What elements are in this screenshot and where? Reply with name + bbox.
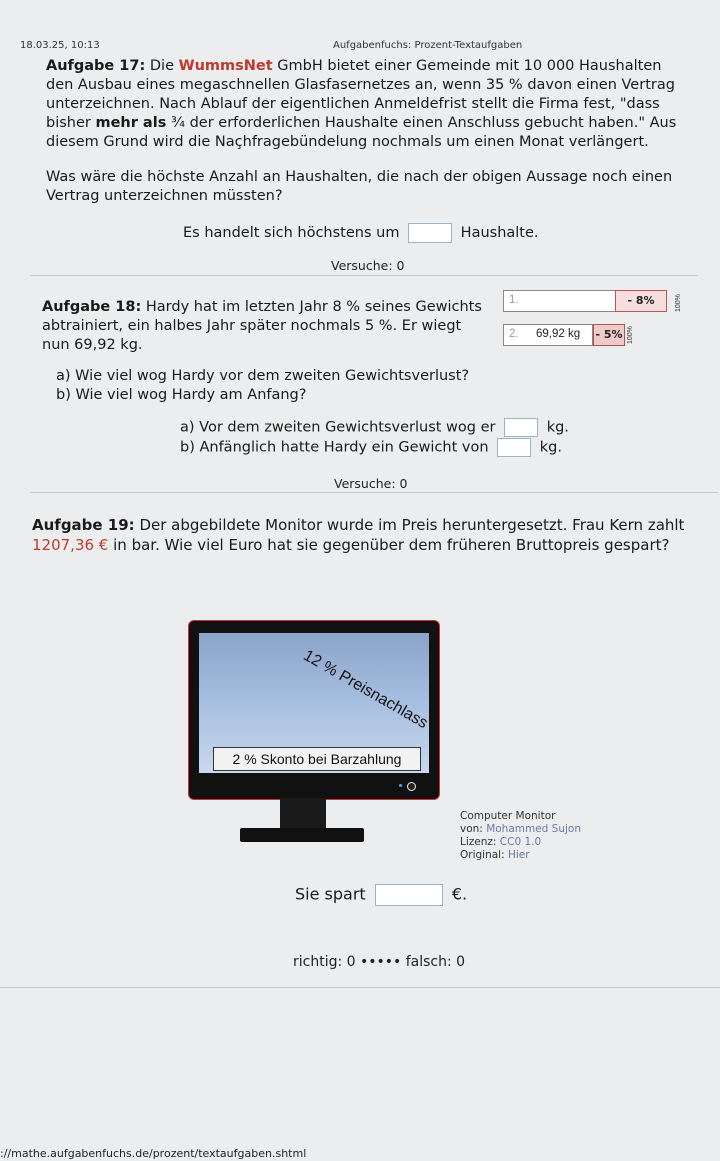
- task19-body-pre: Der abgebildete Monitor wurde im Preis heruntergesetzt. Frau Kern zahlt: [139, 516, 685, 534]
- credit-author-link[interactable]: Mohammed Sujon: [486, 823, 581, 835]
- power-icon: [407, 782, 416, 791]
- task17-question: Was wäre die höchste Anzahl an Haushalten, die nach der obigen Aussage noch einen Vertrag unterzeichnen müssten?: [46, 169, 673, 204]
- task19-answer-post: €.: [451, 884, 468, 904]
- diagram-row1-num: 1.: [509, 294, 519, 306]
- monitor-screen: [199, 633, 429, 773]
- diagram-row2-side: 100%: [627, 326, 634, 344]
- print-footer-url: ://mathe.aufgabenfuchs.de/prozent/textaufgaben.shtml: [0, 1147, 307, 1160]
- task17-label: Aufgabe 17:: [46, 58, 146, 74]
- diagram-row2-value: 69,92 kg: [536, 328, 581, 340]
- task17-pre: Die: [149, 58, 174, 74]
- monitor-image: [188, 620, 440, 800]
- led-icon: [399, 784, 402, 787]
- separator: [30, 492, 718, 493]
- credit-title: Computer Monitor: [460, 810, 556, 822]
- task19-text: [32, 515, 712, 555]
- task19-answer-pre: Sie spart: [295, 884, 366, 904]
- task18-answer-b-input[interactable]: [497, 438, 531, 457]
- task18-tries: Versuche: 0: [334, 476, 408, 491]
- task17-text: [46, 57, 686, 152]
- task19-label: Aufgabe 19:: [32, 516, 135, 534]
- task18-answer-a-line: [180, 418, 569, 437]
- task19-amount: 1207,36 €: [32, 536, 109, 554]
- task17-answer-pre: Es handelt sich höchstens um: [183, 225, 400, 241]
- separator: [0, 987, 720, 988]
- credit-from: [460, 823, 581, 836]
- task18-question-b: b) Wie viel wog Hardy am Anfang?: [56, 387, 307, 403]
- task18-answer-a-pre: a) Vor dem zweiten Gewichtsverlust wog er: [180, 419, 496, 436]
- credit-original: [460, 849, 581, 862]
- task17-answer-post: Haushalte.: [460, 225, 539, 241]
- credit-from-label: von:: [460, 823, 483, 835]
- task19-score: richtig: 0 ••••• falsch: 0: [293, 954, 466, 970]
- task17-bold: mehr als: [95, 115, 167, 131]
- print-date: 18.03.25, 10:13: [20, 40, 100, 51]
- task18-answer-b-line: [180, 438, 562, 457]
- task18-answer-a-post: kg.: [546, 419, 569, 436]
- print-page-title: Aufgabenfuchs: Prozent-Textaufgaben: [333, 40, 523, 51]
- task18-question-a: a) Wie viel wog Hardy vor dem zweiten Gewichtsverlust?: [56, 368, 470, 384]
- credit-original-label: Original:: [460, 849, 505, 861]
- task19-answer-line: [295, 884, 467, 906]
- task18-body: Hardy hat im letzten Jahr 8 % seines Gewichts abtrainiert, ein halbes Jahr später nochmals 5 %. Er wiegt nun 69,92 kg.: [42, 299, 482, 353]
- diagram-row1-pct: - 8%: [615, 290, 667, 312]
- task17-answer-line: [183, 223, 539, 243]
- credit-license-link[interactable]: CC0 1.0: [499, 836, 542, 848]
- company-name: WummsNet: [178, 58, 273, 74]
- monitor-base: [240, 828, 364, 842]
- diagram-row1-side: 100%: [675, 294, 682, 312]
- task17-answer-input[interactable]: [408, 223, 452, 243]
- credit-original-link[interactable]: Hier: [507, 849, 530, 861]
- monitor-stand: [280, 798, 326, 830]
- credit-license: [460, 836, 581, 849]
- weight-diagram: [503, 288, 693, 348]
- task17-tries: Versuche: 0: [331, 258, 405, 273]
- task19-answer-input[interactable]: [375, 884, 443, 906]
- diagram-row2-num: 2.: [509, 328, 519, 340]
- task18-answer-b-pre: b) Anfänglich hatte Hardy ein Gewicht von: [180, 439, 489, 456]
- task17-body1: GmbH bietet einer Gemeinde mit 10 000 Haushalten den Ausbau eines megaschnellen Glasfasernetzes an, wenn 35 % davon einen Vertrag unterzeichnen. Nach Ablauf der eigentlichen Anmeldefrist stellt die Firma fest, "dass bisher: [46, 58, 675, 131]
- screen-discount-text: 12 % Preisnachlass: [300, 647, 431, 733]
- diagram-row2-pct: - 5%: [593, 324, 625, 346]
- task17-body2: ¾ der erforderlichen Haushalte einen Anschluss gebucht haben." Aus diesem Grund wird die Naçhfragebündelung nochmals um einen Monat verlängert.: [46, 115, 677, 150]
- task19-body-post: in bar. Wie viel Euro hat sie gegenüber dem früheren Bruttopreis gespart?: [113, 536, 670, 554]
- credit-license-label: Lizenz:: [460, 836, 497, 848]
- task18-answer-a-input[interactable]: [504, 418, 538, 437]
- separator: [30, 275, 698, 276]
- screen-skonto-label: 2 % Skonto bei Barzahlung: [213, 747, 421, 771]
- task18-text: [42, 298, 482, 355]
- diagram-row-2: [503, 324, 593, 346]
- task18-answer-b-post: kg.: [539, 439, 562, 456]
- image-credit: [460, 810, 581, 862]
- task18-label: Aufgabe 18:: [42, 299, 142, 315]
